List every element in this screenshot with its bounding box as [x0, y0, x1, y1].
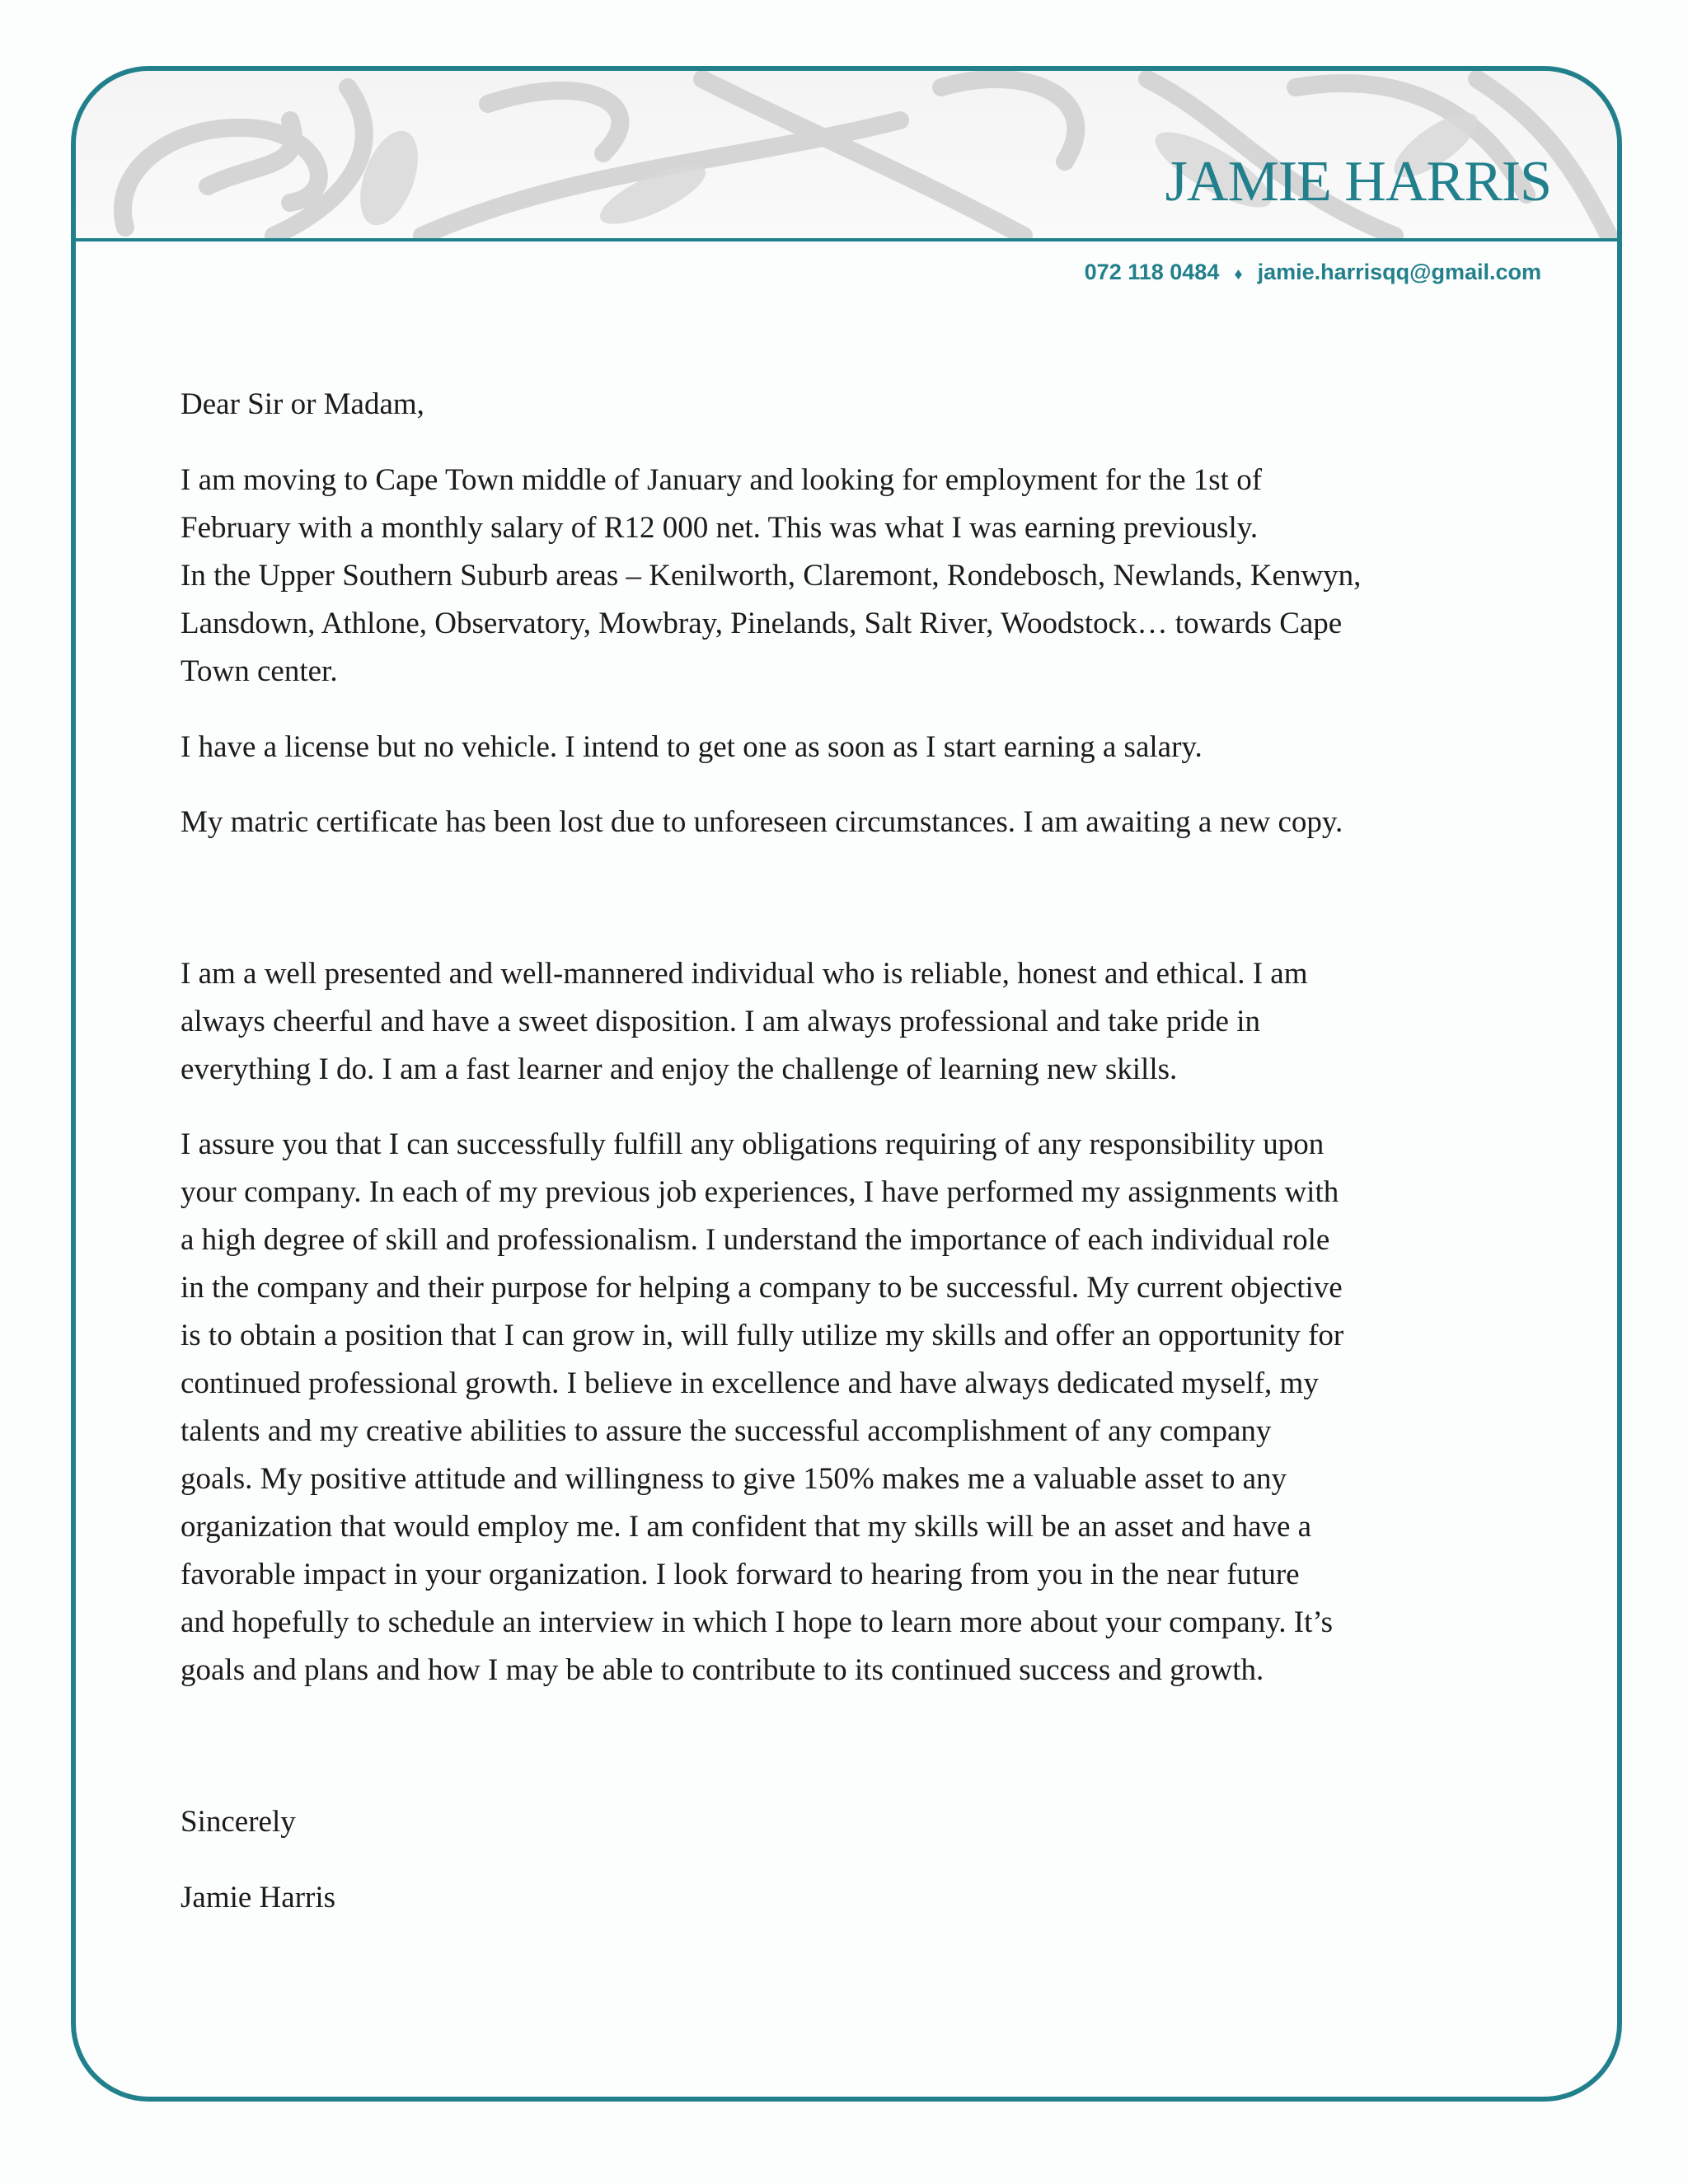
email-address: jamie.harrisqq@gmail.com	[1257, 260, 1541, 284]
text-line: February with a monthly salary of R12 000 net. This was what I was earning previously.	[181, 511, 1259, 545]
signature-name: Jamie Harris	[181, 1881, 336, 1915]
text-line: goals. My positive attitude and willingness to give 150% makes me a valuable asset to any	[181, 1462, 1287, 1496]
text-line: I have a license but no vehicle. I intend to get one as soon as I start earning a salary.	[181, 730, 1203, 764]
closing: Sincerely	[181, 1805, 296, 1839]
paragraph-assurance	[181, 1121, 1343, 1694]
text-line: I assure you that I can successfully fulfill any obligations requiring of any responsibility upon	[181, 1127, 1325, 1161]
text-line: always cheerful and have a sweet disposition. I am always professional and take pride in	[181, 1005, 1260, 1038]
ornamental-header-banner	[76, 71, 1617, 241]
contact-line	[1085, 259, 1541, 288]
applicant-name: JAMIE HARRIS	[1165, 150, 1551, 213]
salutation: Dear Sir or Madam,	[181, 387, 424, 421]
text-line: organization that would employ me. I am confident that my skills will be an asset and have a	[181, 1510, 1312, 1544]
text-line: Town center.	[181, 654, 338, 688]
text-line: favorable impact in your organization. I look forward to hearing from you in the near future	[181, 1558, 1300, 1591]
text-line: goals and plans and how I may be able to contribute to its continued success and growth.	[181, 1653, 1264, 1687]
phone-number: 072 118 0484	[1084, 260, 1220, 284]
text-line: I am a well presented and well-mannered individual who is reliable, honest and ethical. I am	[181, 957, 1308, 991]
text-line: a high degree of skill and professionalism. I understand the importance of each individual role	[181, 1223, 1330, 1257]
paragraph-certificate	[181, 799, 1343, 846]
text-line: everything I do. I am a fast learner and enjoy the challenge of learning new skills.	[181, 1052, 1178, 1086]
text-line: continued professional growth. I believe in excellence and have always dedicated myself, my	[181, 1366, 1319, 1400]
text-line: In the Upper Southern Suburb areas – Kenilworth, Claremont, Rondebosch, Newlands, Kenwyn,	[181, 559, 1362, 593]
diamond-separator-icon: ♦	[1234, 265, 1243, 284]
text-line: in the company and their purpose for helping a company to be successful. My current objective	[181, 1271, 1343, 1305]
text-line: talents and my creative abilities to assure the successful accomplishment of any company	[181, 1414, 1272, 1448]
text-line: is to obtain a position that I can grow in, will fully utilize my skills and offer an opportunity for	[181, 1319, 1344, 1352]
text-line: My matric certificate has been lost due to unforeseen circumstances. I am awaiting a new copy.	[181, 805, 1343, 839]
paragraph-license	[181, 724, 1203, 771]
text-line: Lansdown, Athlone, Observatory, Mowbray, Pinelands, Salt River, Woodstock… towards Cape	[181, 607, 1343, 640]
text-line: I am moving to Cape Town middle of January and looking for employment for the 1st of	[181, 463, 1263, 497]
paragraph-personality	[181, 950, 1308, 1094]
text-line: and hopefully to schedule an interview in which I hope to learn more about your company. It’s	[181, 1605, 1334, 1639]
text-line: your company. In each of my previous job experiences, I have performed my assignments with	[181, 1175, 1339, 1209]
paragraph-relocation	[181, 457, 1361, 696]
